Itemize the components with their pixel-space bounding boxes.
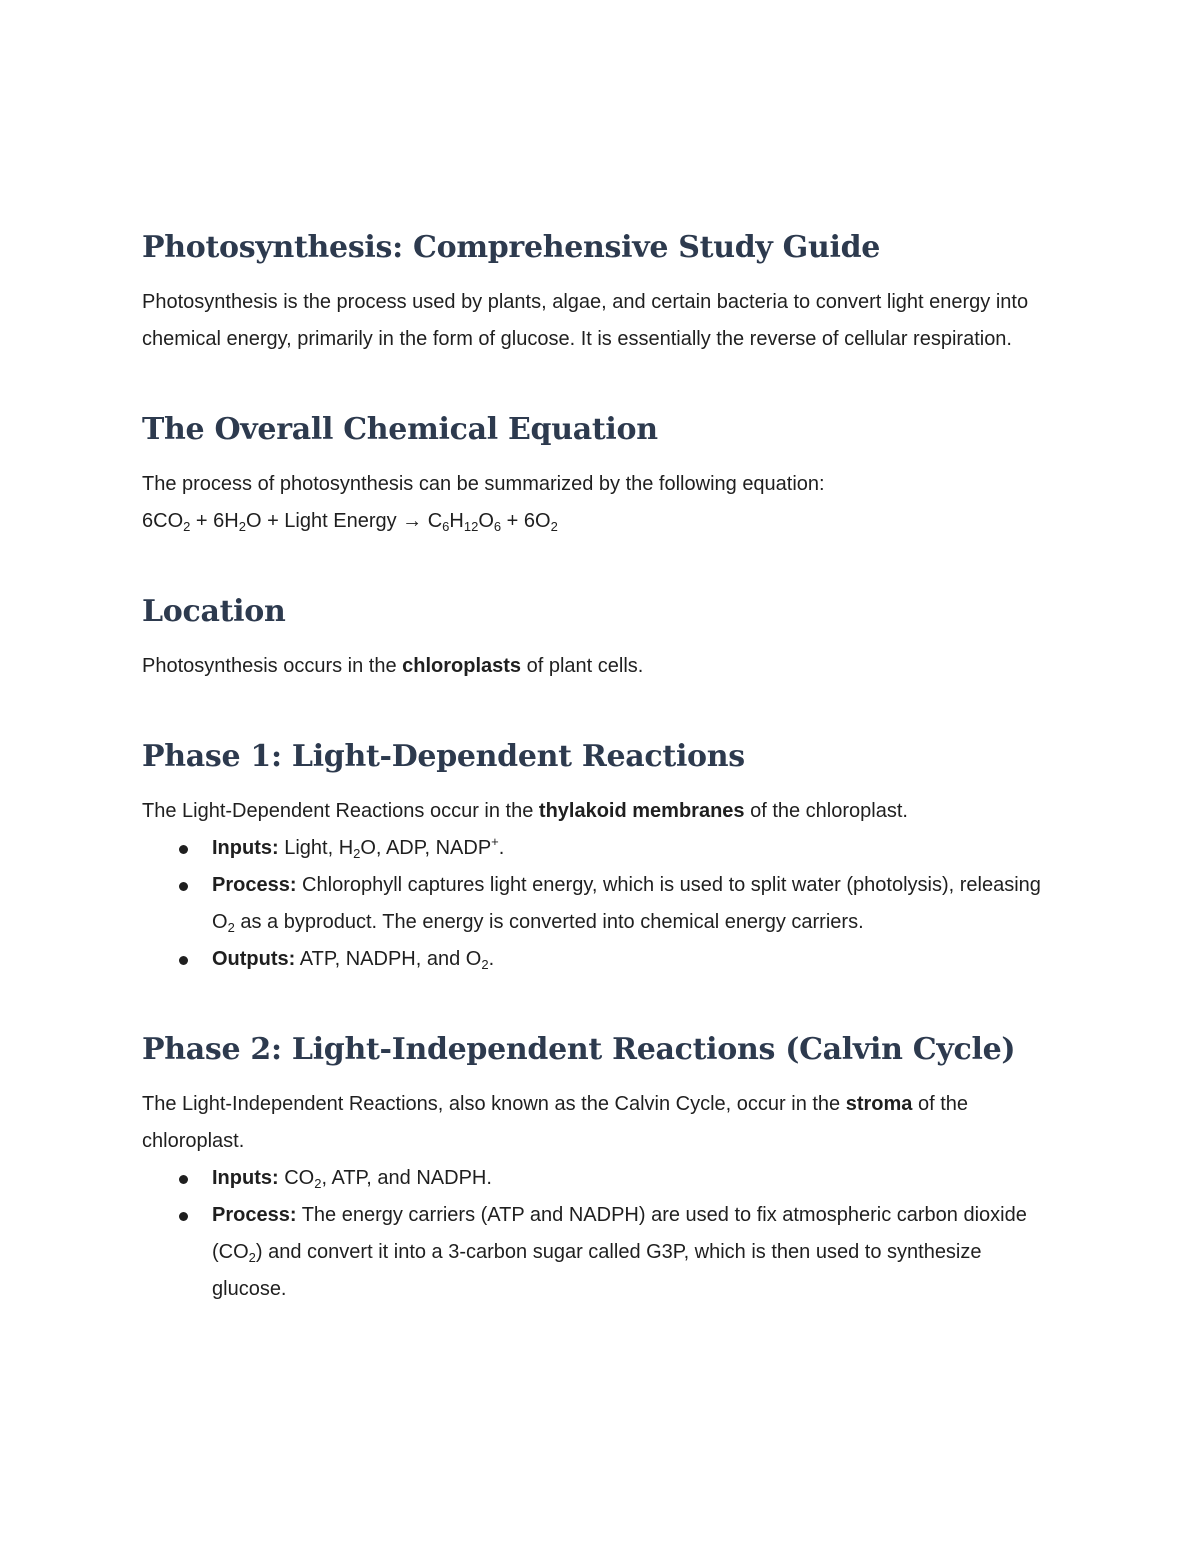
phase-2-list <box>142 1160 1057 1308</box>
list-item-inputs: Inputs: Light, $H_2O$, ADP, NADP+. <box>212 830 1057 867</box>
document-page <box>142 226 1057 1308</box>
section-heading-phase-1: Phase 1: Light-Dependent Reactions <box>142 739 745 774</box>
phase-2-lead: The Light-Independent Reactions, also known as the Calvin Cycle, occur in the stroma of the chloroplast. <box>142 1093 969 1152</box>
phase-1-lead: The Light-Dependent Reactions occur in the thylakoid membranes of the chloroplast. <box>142 800 908 822</box>
list-item-outputs: Outputs: ATP, NADPH, and $O_2$. <box>212 941 1057 978</box>
bold-term: thylakoid membranes <box>538 800 745 822</box>
bold-term: chloroplasts <box>402 655 522 677</box>
equation-lead: The process of photosynthesis can be summarized by the following equation: <box>142 473 825 495</box>
list-item-process: Process: Chlorophyll captures light energy, which is used to split water (photolysis), releasing $O_2$ as a byproduct. The energy is converted into chemical energy carriers. <box>212 867 1057 941</box>
document-title: Photosynthesis: Comprehensive Study Guide <box>142 230 881 265</box>
location-paragraph: Photosynthesis occurs in the chloroplasts of plant cells. <box>142 655 644 677</box>
list-item-process: Process: The energy carriers (ATP and NADPH) are used to fix atmospheric carbon dioxide $(CO_2)$ and convert it into a 3-carbon sugar called G3P, which is then used to synthesize glucose. <box>212 1197 1057 1308</box>
bold-term: stroma <box>845 1093 913 1115</box>
section-heading-phase-2: Phase 2: Light-Independent Reactions (Calvin Cycle) <box>142 1032 1016 1067</box>
list-item-inputs: Inputs: $CO_2$, ATP, and NADPH. <box>212 1160 1057 1197</box>
section-heading-equation: The Overall Chemical Equation <box>142 412 658 447</box>
chemical-equation: $6CO_2 + 6H_2O$ + Light Energy → $C_6H_{12}O_6 + 6O_2$ <box>142 510 558 534</box>
intro-paragraph: Photosynthesis is the process used by plants, algae, and certain bacteria to convert light energy into chemical energy, primarily in the form of glucose. It is essentially the reverse of cellular respiration. <box>142 291 1029 350</box>
section-heading-location: Location <box>142 594 286 629</box>
phase-1-list <box>142 830 1057 978</box>
